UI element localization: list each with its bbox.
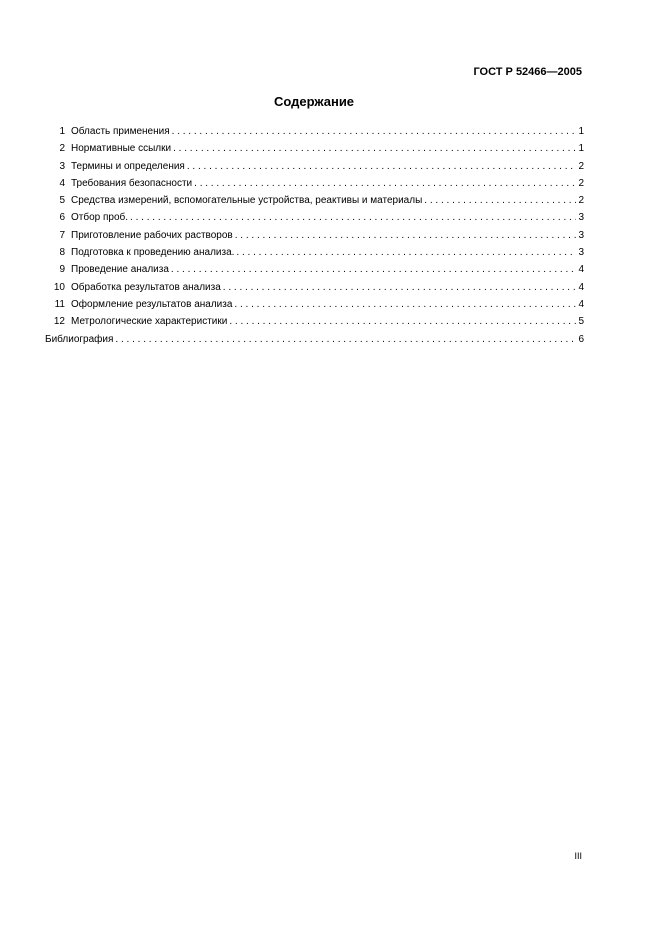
toc-entry-number: 3 [59, 160, 65, 172]
toc-entry-3[interactable] [45, 161, 584, 178]
toc-entry-page: 2 [578, 160, 584, 172]
toc-entry-number: 7 [59, 229, 65, 241]
toc-entry-7[interactable] [45, 230, 584, 247]
toc-title: Содержание [273, 94, 355, 109]
toc-entry-title: Оформление результатов анализа [71, 298, 233, 310]
toc-dot-leader [234, 299, 576, 311]
toc-entry-12[interactable] [45, 316, 584, 333]
toc-entry-bibliography[interactable] [45, 334, 584, 351]
toc-entry-title: Отбор проб. [71, 212, 129, 224]
toc-entry-page: 4 [578, 281, 584, 293]
toc-entry-number: 12 [53, 316, 65, 328]
toc-entry-number: 10 [53, 281, 65, 293]
toc-entry-page: 1 [578, 126, 584, 137]
toc-entry-number: 5 [59, 195, 65, 207]
toc-entry-title: Подготовка к проведению анализа. [71, 247, 235, 259]
toc-dot-leader [235, 230, 577, 242]
toc-dot-leader [223, 282, 577, 294]
toc-entry-2[interactable] [45, 143, 584, 160]
toc-entry-4[interactable] [45, 178, 584, 195]
toc-dot-leader [229, 316, 576, 328]
toc-dot-leader [171, 264, 577, 276]
toc-entry-1[interactable] [45, 126, 584, 143]
toc-dot-leader [194, 178, 576, 190]
toc-entry-page: 2 [578, 195, 584, 207]
toc-entry-number: 4 [59, 177, 65, 189]
toc-entry-number: 6 [59, 212, 65, 224]
toc-entry-page: 1 [578, 143, 584, 155]
toc-dot-leader [424, 195, 576, 207]
toc-entry-9[interactable] [45, 264, 584, 281]
toc-entry-number: 11 [54, 298, 65, 310]
toc-entry-title: Библиография [45, 333, 114, 345]
toc-entry-title: Нормативные ссылки [71, 143, 172, 155]
toc-entry-title: Средства измерений, вспомогательные устройства, реактивы и материалы [71, 195, 423, 207]
toc-entry-number: 8 [59, 247, 65, 259]
toc-entry-page: 5 [578, 316, 584, 328]
toc-dot-leader [172, 126, 577, 138]
toc-entry-5[interactable] [45, 195, 584, 212]
toc-entry-page: 3 [578, 212, 584, 224]
toc-entry-6[interactable] [45, 212, 584, 229]
toc-dot-leader [187, 161, 577, 173]
toc-dot-leader [130, 212, 576, 224]
toc-entry-page: 4 [578, 264, 584, 276]
toc-entry-title: Проведение анализа [71, 264, 169, 276]
toc-entry-number: 2 [59, 143, 65, 155]
table-of-contents [45, 126, 584, 351]
toc-dot-leader [173, 143, 576, 155]
toc-entry-title: Приготовление рабочих растворов [71, 229, 233, 241]
toc-entry-10[interactable] [45, 282, 584, 299]
page-number: III [574, 851, 582, 861]
toc-entry-page: 3 [578, 247, 584, 259]
toc-entry-page: 3 [578, 229, 584, 241]
toc-entry-page: 6 [578, 333, 584, 345]
toc-dot-leader [236, 247, 576, 259]
toc-entry-title: Требования безопасности [71, 177, 193, 189]
toc-entry-page: 2 [578, 177, 584, 189]
toc-entry-number: 9 [59, 264, 65, 276]
toc-dot-leader [115, 334, 576, 346]
toc-entry-8[interactable] [45, 247, 584, 264]
toc-entry-title: Область применения [71, 126, 170, 137]
toc-entry-number: 1 [59, 126, 65, 137]
toc-entry-title: Термины и определения [71, 160, 185, 172]
toc-entry-title: Метрологические характеристики [71, 316, 228, 328]
toc-entry-11[interactable] [45, 299, 584, 316]
toc-entry-title: Обработка результатов анализа [71, 281, 221, 293]
document-code: ГОСТ Р 52466—2005 [473, 66, 582, 78]
toc-entry-page: 4 [578, 298, 584, 310]
